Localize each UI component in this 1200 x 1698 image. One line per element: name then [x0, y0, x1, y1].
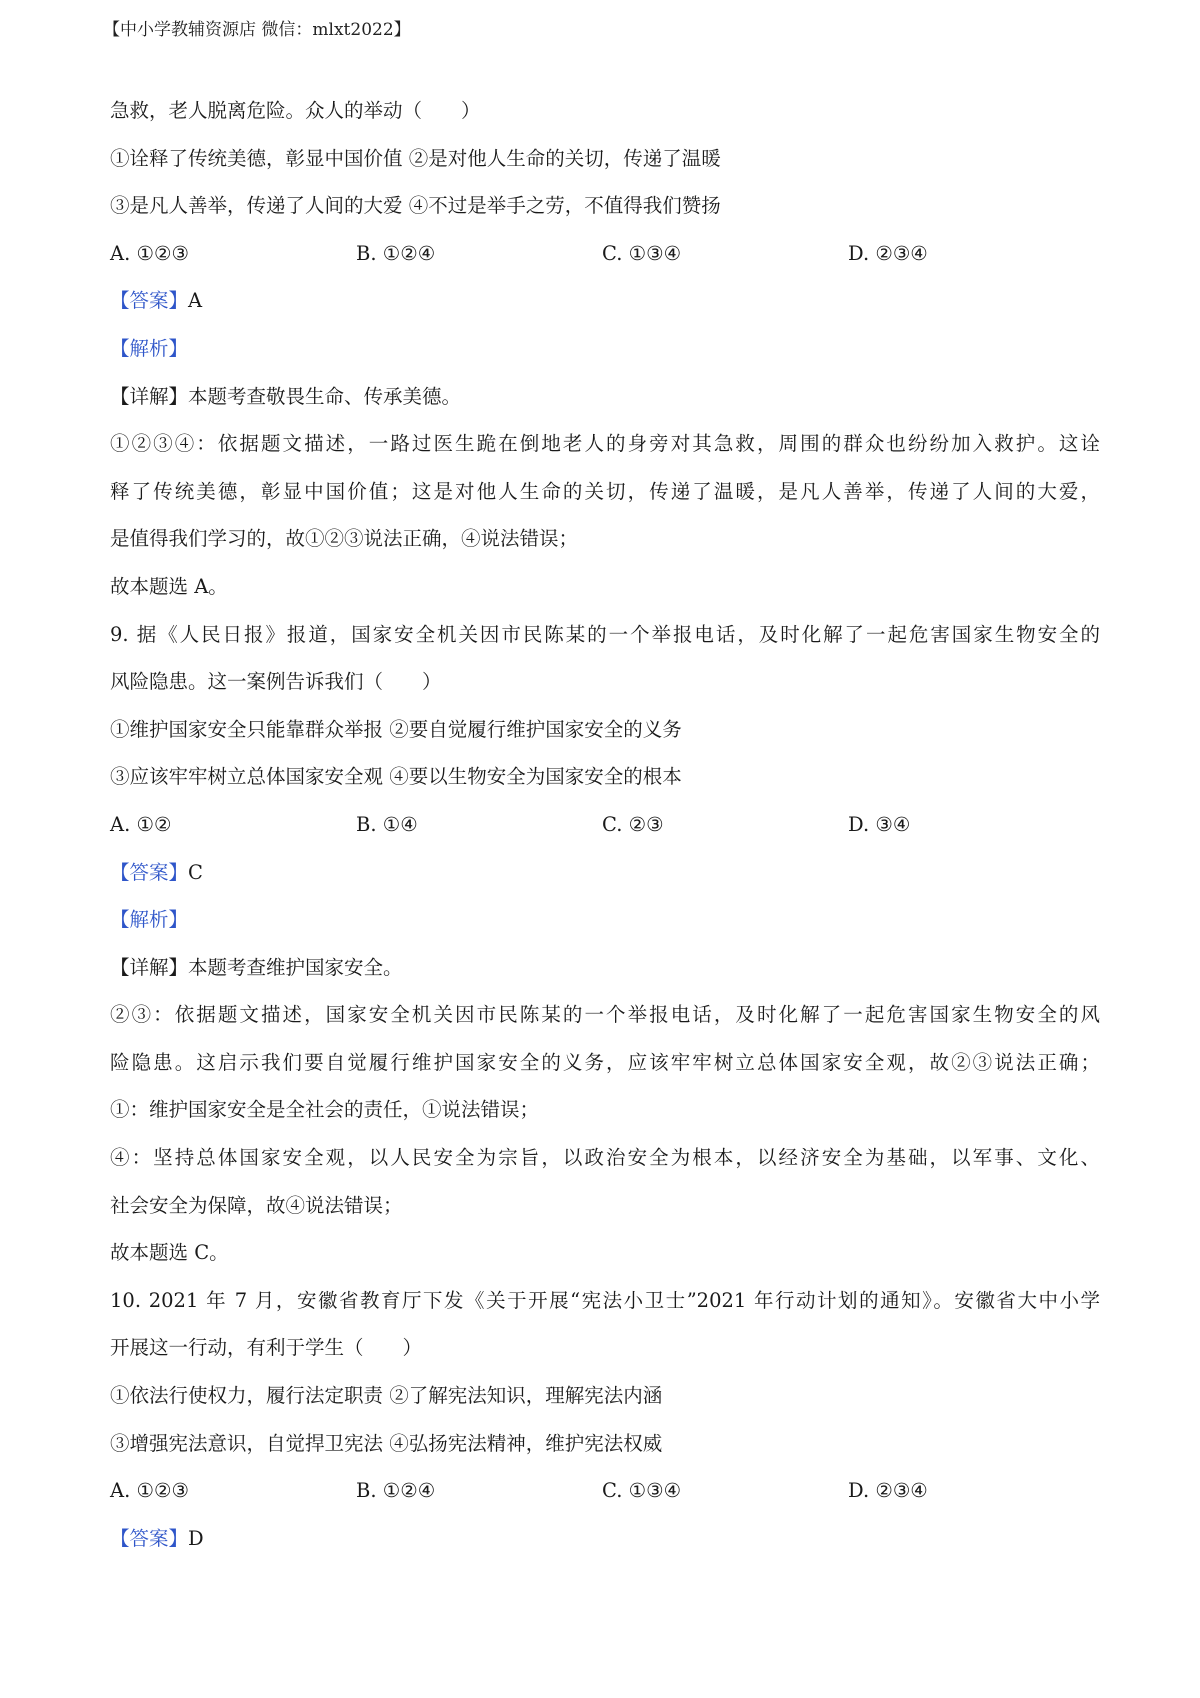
answer-tag: 【答案】 [110, 1526, 189, 1550]
q9-detail-intro [110, 953, 1100, 983]
q9-stem-line-1: 9. 据《人民日报》报道，国家安全机关因市民陈某的一个举报电话，及时化解了一起危害国家生物安全的 [110, 622, 1100, 646]
q8-option-a: A. ①②③ [110, 241, 189, 265]
q9-statement-2: ③应该牢牢树立总体国家安全观 ④要以生物安全为国家安全的根本 [110, 765, 682, 789]
q8-answer [110, 286, 1100, 316]
q8-detail-line-3: 是值得我们学习的，故①②③说法正确，④说法错误； [110, 527, 579, 551]
answer-value: A [188, 289, 203, 313]
q8-detail-intro [110, 382, 1100, 412]
q9-detail-line-5: 社会安全为保障，故④说法错误； [110, 1193, 403, 1217]
q8-options [110, 239, 1100, 269]
document-body [110, 96, 1100, 1571]
q9-option-a: A. ①② [110, 812, 172, 836]
detail-intro-text: 本题考查维护国家安全。 [188, 955, 403, 979]
q9-answer [110, 858, 1100, 888]
q9-detail-line-2: 险隐患。这启示我们要自觉履行维护国家安全的义务，应该牢牢树立总体国家安全观，故②③说法正确； [110, 1050, 1100, 1074]
analysis-tag: 【解析】 [110, 336, 189, 360]
answer-tag: 【答案】 [110, 289, 189, 313]
q10-option-d: D. ②③④ [848, 1479, 928, 1503]
q10-stem-line-1: 10. 2021 年 7 月，安徽省教育厅下发《关于开展“宪法小卫士”2021 年行动计划的通知》。安徽省大中小学 [110, 1288, 1100, 1312]
q9-detail-line-4: ④：坚持总体国家安全观，以人民安全为宗旨，以政治安全为根本，以经济安全为基础，以军事、文化、 [110, 1146, 1100, 1170]
q8-option-c: C. ①③④ [602, 241, 682, 265]
detail-tag: 【详解】 [110, 384, 189, 408]
answer-tag: 【答案】 [110, 860, 189, 884]
q9-option-d: D. ③④ [848, 812, 911, 836]
q8-option-d: D. ②③④ [848, 241, 928, 265]
analysis-tag: 【解析】 [110, 908, 189, 932]
q10-stem-line-2: 开展这一行动，有利于学生（ ） [110, 1336, 423, 1360]
q8-statement-1: ①诠释了传统美德，彰显中国价值 ②是对他人生命的关切，传递了温暖 [110, 146, 721, 170]
q10-statement-2: ③增强宪法意识，自觉捍卫宪法 ④弘扬宪法精神，维护宪法权威 [110, 1431, 663, 1455]
detail-tag: 【详解】 [110, 955, 189, 979]
q10-option-b: B. ①②④ [356, 1479, 436, 1503]
q8-conclusion: 故本题选 A。 [110, 574, 228, 598]
detail-intro-text: 本题考查敬畏生命、传承美德。 [188, 384, 462, 408]
q9-conclusion: 故本题选 C。 [110, 1241, 229, 1265]
q8-analysis [110, 334, 1100, 364]
q9-option-c: C. ②③ [602, 812, 664, 836]
q10-statement-1: ①依法行使权力，履行法定职责 ②了解宪法知识，理解宪法内涵 [110, 1384, 663, 1408]
q8-detail-line-1: ①②③④：依据题文描述，一路过医生跪在倒地老人的身旁对其急救，周围的群众也纷纷加入救护。这诠 [110, 432, 1100, 456]
q9-analysis [110, 905, 1100, 935]
q9-option-b: B. ①④ [356, 812, 418, 836]
answer-value: C [188, 860, 203, 884]
q9-statement-1: ①维护国家安全只能靠群众举报 ②要自觉履行维护国家安全的义务 [110, 717, 682, 741]
q10-option-a: A. ①②③ [110, 1479, 189, 1503]
q10-option-c: C. ①③④ [602, 1479, 682, 1503]
header-watermark: 【中小学教辅资源店 微信：mlxt2022】 [103, 20, 411, 40]
q9-stem-line-2: 风险隐患。这一案例告诉我们（ ） [110, 670, 442, 694]
q8-detail-line-2: 释了传统美德，彰显中国价值；这是对他人生命的关切，传递了温暖，是凡人善举，传递了人间的大爱， [110, 479, 1100, 503]
q9-detail-line-1: ②③：依据题文描述，国家安全机关因市民陈某的一个举报电话，及时化解了一起危害国家生物安全的风 [110, 1003, 1100, 1027]
q8-stem-tail: 急救，老人脱离危险。众人的举动（ ） [110, 99, 481, 122]
q8-statement-2: ③是凡人善举，传递了人间的大爱 ④不过是举手之劳，不值得我们赞扬 [110, 194, 721, 218]
q8-option-b: B. ①②④ [356, 241, 436, 265]
q9-detail-line-3: ①：维护国家安全是全社会的责任，①说法错误； [110, 1098, 540, 1122]
answer-value: D [188, 1526, 204, 1550]
q10-options [110, 1476, 1100, 1506]
q10-answer [110, 1524, 1100, 1554]
q9-options [110, 810, 1100, 840]
